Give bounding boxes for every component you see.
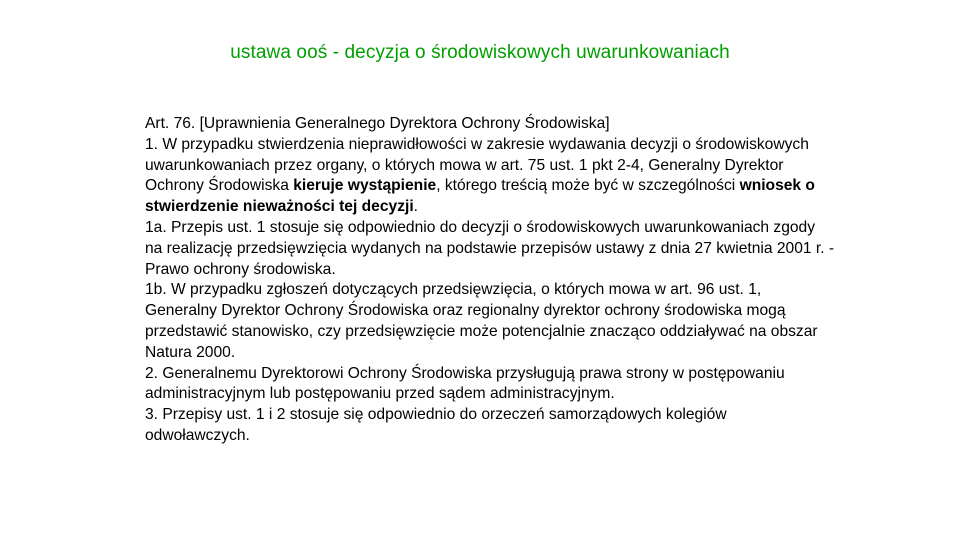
paragraph-1-text-c: , którego treścią może być w szczególności <box>436 177 740 195</box>
paragraph-1-bold-2: wniosek o stwierdzenie nieważności tej decyzji <box>145 177 815 216</box>
paragraph-2: 2. Generalnemu Dyrektorowi Ochrony Środowiska przysługują prawa strony w postępowaniu administracyjnym lub postępowaniu przed sądem administracyjnym. <box>145 364 785 403</box>
article-body <box>145 114 835 447</box>
paragraph-1-bold-1: kieruje wystąpienie <box>293 177 437 195</box>
slide-title: ustawa ooś - decyzja o środowiskowych uwarunkowaniach <box>230 42 730 63</box>
article-heading: Art. 76. [Uprawnienia Generalnego Dyrektora Ochrony Środowiska] <box>145 115 610 132</box>
paragraph-3: 3. Przepisy ust. 1 i 2 stosuje się odpowiednio do orzeczeń samorządowych kolegiów odwoławczych. <box>145 406 727 444</box>
paragraph-1a: 1a. Przepis ust. 1 stosuje się odpowiednio do decyzji o środowiskowych uwarunkowaniach zgody na realizację przedsięwzięcia wydanych na podstawie przepisów ustawy z dnia 27 kwietnia 2001 r. - Prawo ochrony środowiska. <box>145 218 835 278</box>
paragraph-1-text-a: 1. W przypadku stwierdzenia nieprawidłowości w zakresie wydawania decyzji o środowiskowych uwarunkowaniach przez organy, o których mowa w art. 75 ust. 1 pkt 2-4, Generalny Dyrektor Ochrony Środowiska <box>145 135 809 195</box>
paragraph-1-text-d: . <box>413 198 418 216</box>
paragraph-1b: 1b. W przypadku zgłoszeń dotyczących przedsięwzięcia, o których mowa w art. 96 ust. 1, Generalny Dyrektor Ochrony Środowiska oraz regionalny dyrektor ochrony środowiska mogą przedstawić stanowisko, czy przedsięwzięcie może potencjalnie znacząco oddziaływać na obszar Natura 2000. <box>145 281 818 361</box>
paragraph-1 <box>145 135 835 218</box>
